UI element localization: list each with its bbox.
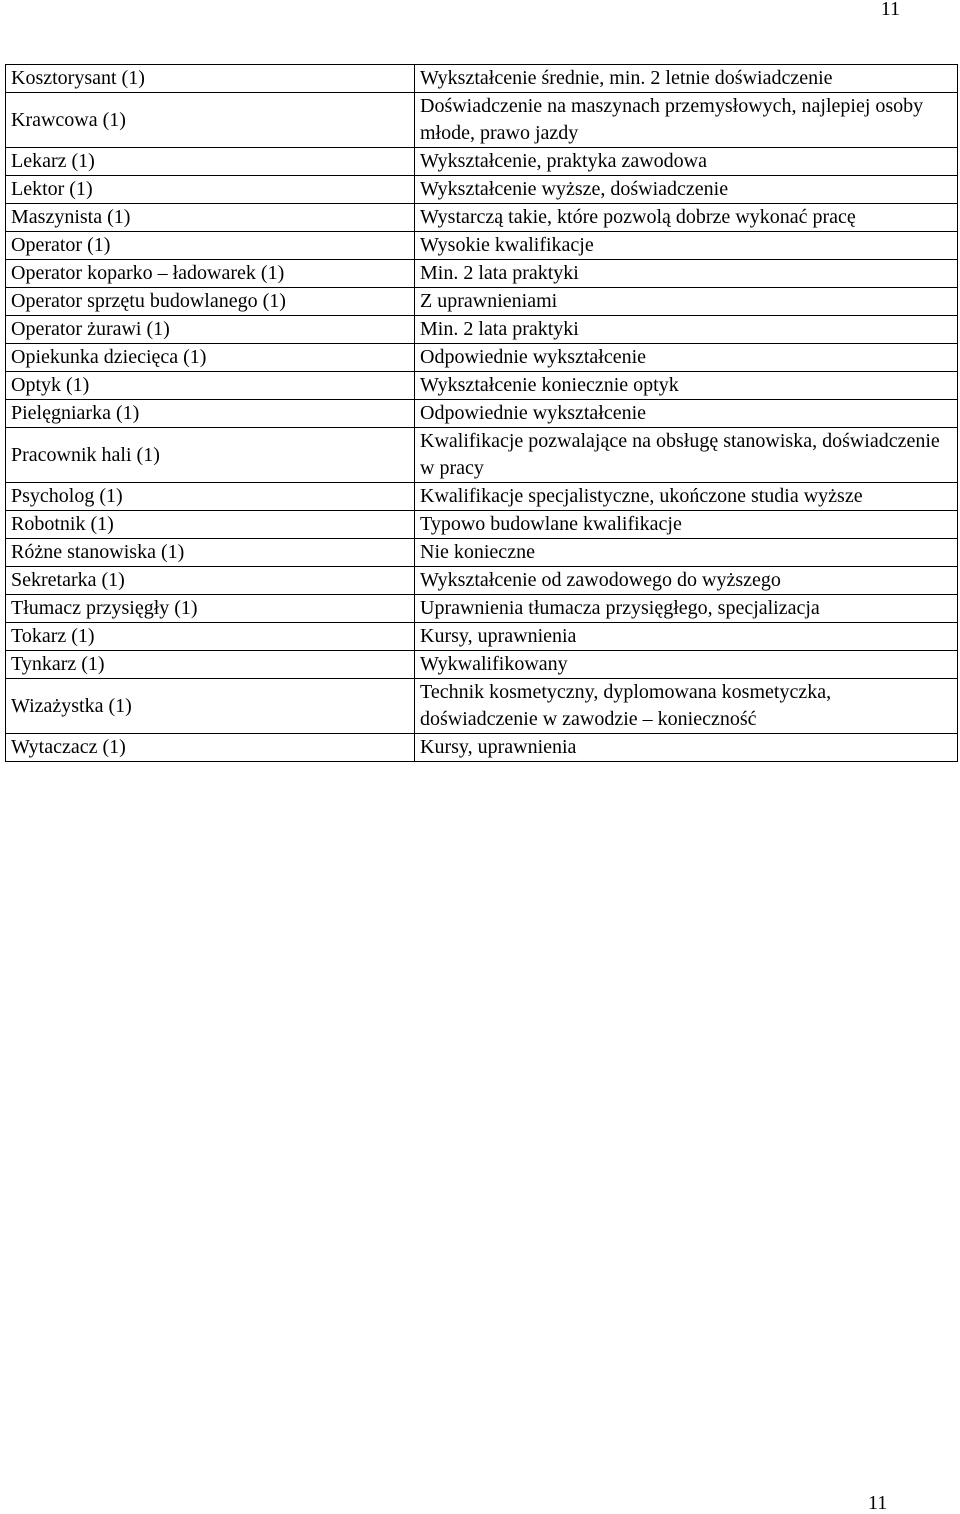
requirement-cell: Kursy, uprawnienia (415, 734, 958, 762)
requirement-cell: Wysokie kwalifikacje (415, 232, 958, 260)
occupation-cell: Tynkarz (1) (6, 651, 415, 679)
requirement-cell: Kwalifikacje specjalistyczne, ukończone studia wyższe (415, 483, 958, 511)
page-number-top: 11 (880, 0, 900, 20)
requirement-cell: Doświadczenie na maszynach przemysłowych, najlepiej osoby młode, prawo jazdy (415, 93, 958, 148)
requirement-cell: Wykształcenie, praktyka zawodowa (415, 148, 958, 176)
occupation-cell: Operator żurawi (1) (6, 316, 415, 344)
requirement-cell: Z uprawnieniami (415, 288, 958, 316)
requirement-cell: Kwalifikacje pozwalające na obsługę stanowiska, doświadczenie w pracy (415, 428, 958, 483)
table-row (6, 65, 958, 93)
requirement-cell: Min. 2 lata praktyki (415, 260, 958, 288)
requirement-cell: Nie konieczne (415, 539, 958, 567)
occupation-cell: Lekarz (1) (6, 148, 415, 176)
table-row (6, 288, 958, 316)
requirement-cell: Kursy, uprawnienia (415, 623, 958, 651)
table-row (6, 734, 958, 762)
occupation-cell: Tłumacz przysięgły (1) (6, 595, 415, 623)
occupation-cell: Psycholog (1) (6, 483, 415, 511)
table-row (6, 176, 958, 204)
table-row (6, 260, 958, 288)
occupation-cell: Kosztorysant (1) (6, 65, 415, 93)
occupation-cell: Lektor (1) (6, 176, 415, 204)
table-row (6, 651, 958, 679)
occupation-cell: Wytaczacz (1) (6, 734, 415, 762)
occupation-cell: Pielęgniarka (1) (6, 400, 415, 428)
table-row (6, 511, 958, 539)
table-row (6, 428, 958, 483)
occupation-cell: Pracownik hali (1) (6, 428, 415, 483)
page-number-bottom: 11 (868, 1492, 888, 1514)
occupation-cell: Wizażystka (1) (6, 679, 415, 734)
occupation-cell: Operator koparko – ładowarek (1) (6, 260, 415, 288)
table-row (6, 316, 958, 344)
requirements-table-body (6, 65, 958, 762)
table-row (6, 148, 958, 176)
requirement-cell: Wykształcenie wyższe, doświadczenie (415, 176, 958, 204)
table-row (6, 204, 958, 232)
table-row (6, 539, 958, 567)
occupation-cell: Krawcowa (1) (6, 93, 415, 148)
requirement-cell: Wykształcenie od zawodowego do wyższego (415, 567, 958, 595)
table-row (6, 232, 958, 260)
requirement-cell: Odpowiednie wykształcenie (415, 344, 958, 372)
requirement-cell: Wystarczą takie, które pozwolą dobrze wykonać pracę (415, 204, 958, 232)
occupation-cell: Maszynista (1) (6, 204, 415, 232)
table-row (6, 344, 958, 372)
requirements-table (5, 64, 958, 762)
table-row (6, 679, 958, 734)
table-row (6, 400, 958, 428)
occupation-cell: Robotnik (1) (6, 511, 415, 539)
occupation-cell: Tokarz (1) (6, 623, 415, 651)
table-row (6, 93, 958, 148)
requirement-cell: Wykwalifikowany (415, 651, 958, 679)
requirement-cell: Typowo budowlane kwalifikacje (415, 511, 958, 539)
occupation-cell: Optyk (1) (6, 372, 415, 400)
occupation-cell: Opiekunka dziecięca (1) (6, 344, 415, 372)
requirement-cell: Uprawnienia tłumacza przysięgłego, specjalizacja (415, 595, 958, 623)
occupation-cell: Różne stanowiska (1) (6, 539, 415, 567)
table-row (6, 623, 958, 651)
requirement-cell: Wykształcenie średnie, min. 2 letnie doświadczenie (415, 65, 958, 93)
requirement-cell: Technik kosmetyczny, dyplomowana kosmetyczka, doświadczenie w zawodzie – konieczność (415, 679, 958, 734)
occupation-cell: Operator sprzętu budowlanego (1) (6, 288, 415, 316)
table-row (6, 483, 958, 511)
table-row (6, 595, 958, 623)
requirement-cell: Min. 2 lata praktyki (415, 316, 958, 344)
requirement-cell: Wykształcenie koniecznie optyk (415, 372, 958, 400)
requirement-cell: Odpowiednie wykształcenie (415, 400, 958, 428)
occupation-cell: Sekretarka (1) (6, 567, 415, 595)
table-row (6, 567, 958, 595)
occupation-cell: Operator (1) (6, 232, 415, 260)
table-row (6, 372, 958, 400)
